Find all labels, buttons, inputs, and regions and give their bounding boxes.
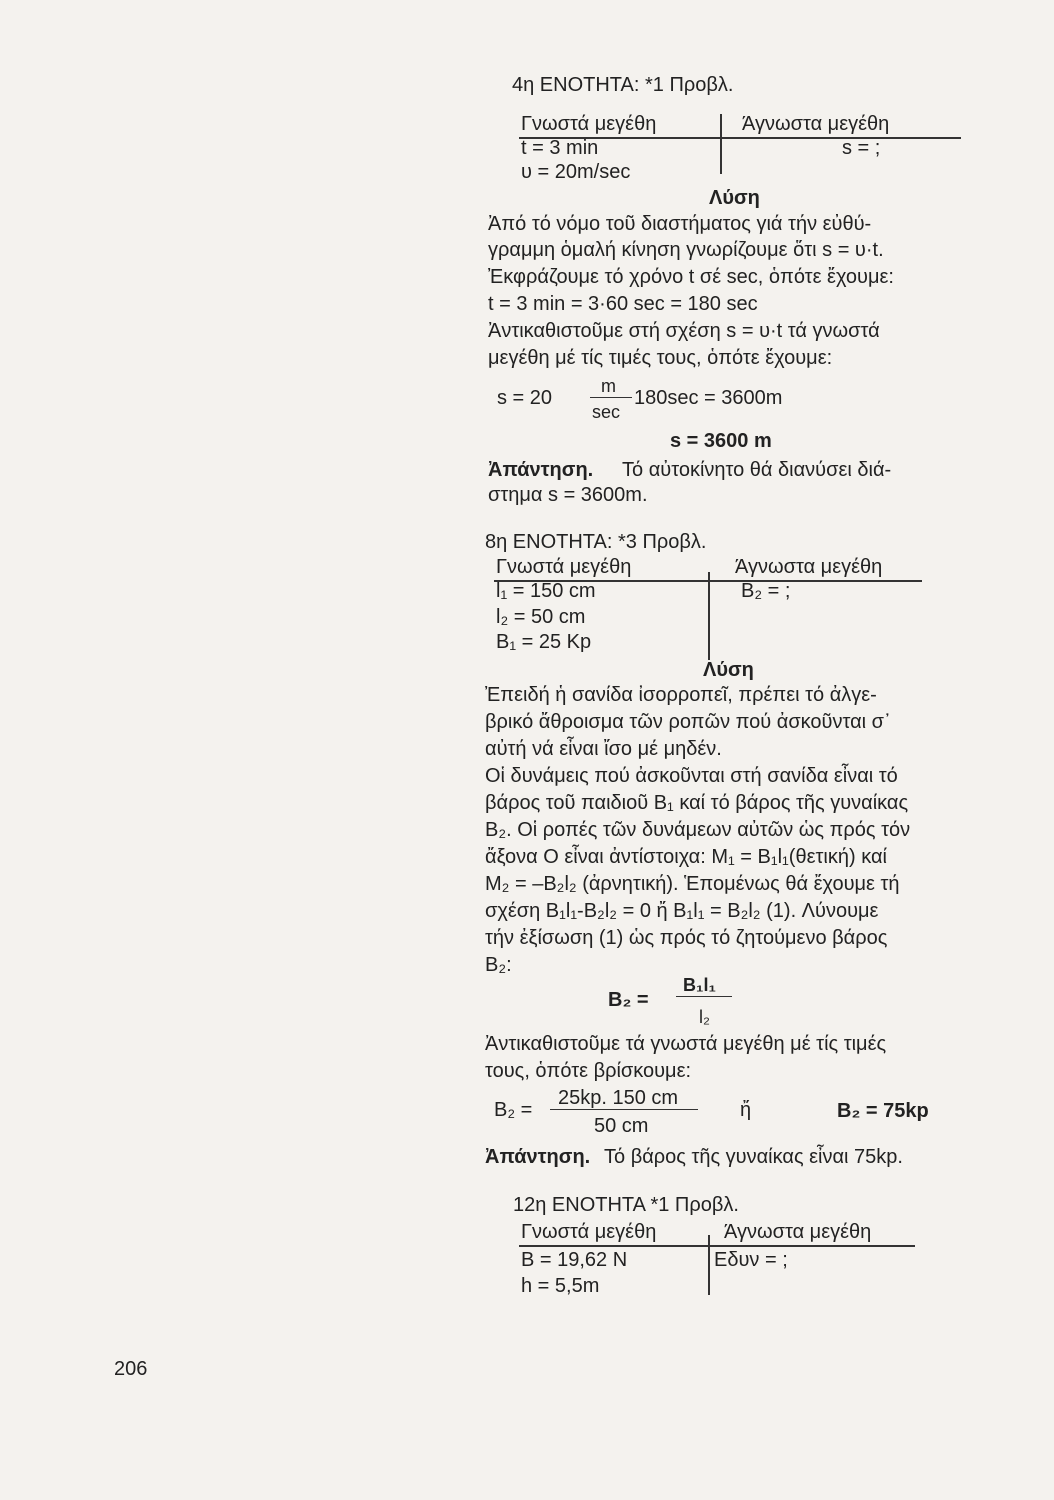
known-value: l₁ = 150 cm: [496, 580, 596, 602]
solution-title: Λύση: [703, 659, 754, 681]
answer-label: Ἀπάντηση.: [488, 459, 594, 481]
fraction-bar: [550, 1109, 698, 1110]
known-value: l₂ = 50 cm: [496, 606, 586, 628]
known-value: t = 3 min: [521, 137, 599, 159]
text-line: τους, ὁπότε βρίσκουμε:: [485, 1060, 692, 1082]
known-header: Γνωστά μεγέθη: [521, 1221, 657, 1243]
equation-right: 180sec = 3600m: [634, 387, 783, 409]
known-value: υ = 20m/sec: [521, 161, 631, 183]
unknown-value: Eδυν = ;: [714, 1249, 788, 1271]
page-number: 206: [114, 1358, 148, 1380]
text-line: Ἐπειδή ἡ σανίδα ἰσορροπεῖ, πρέπει τό ἀλγε-: [485, 684, 877, 706]
known-header: Γνωστά μεγέθη: [521, 113, 657, 135]
result: s = 3600 m: [670, 430, 772, 452]
text-line: t = 3 min = 3·60 sec = 180 sec: [488, 293, 758, 315]
fraction-numerator: m: [601, 376, 616, 396]
answer-label: Ἀπάντηση.: [485, 1146, 591, 1168]
equation-left: B₂ =: [494, 1099, 533, 1121]
text-line: αὐτή νά εἶναι ἴσο μέ μηδέν.: [485, 738, 722, 760]
text-line: B₂. Οἱ ροπές τῶν δυνάμεων αὐτῶν ὡς πρός τόν: [485, 819, 911, 841]
text-line: γραμμη ὁμαλή κίνηση γνωρίζουμε ὅτι s = υ·t.: [488, 239, 884, 261]
unknown-value: B₂ = ;: [741, 580, 791, 602]
text-line: Ἐκφράζουμε τό χρόνο t σέ sec, ὁπότε ἔχουμε:: [488, 266, 894, 288]
solution-title: Λύση: [709, 187, 760, 209]
text-line: Οἱ δυνάμεις πού ἀσκοῦνται στή σανίδα εἶναι τό: [485, 765, 898, 787]
text-line: B₂:: [485, 954, 512, 976]
known-header: Γνωστά μεγέθη: [496, 556, 632, 578]
fraction-bar: [676, 996, 732, 997]
unknown-value: s = ;: [842, 137, 881, 159]
text-line: σχέση B₁l₁-B₂l₂ = 0 ἤ B₁l₁ = B₂l₂ (1). Λύνουμε: [485, 900, 879, 922]
table-rule: [519, 1245, 915, 1247]
fraction-bar: [590, 397, 632, 398]
text-line: Ἀντικαθιστοῦμε στή σχέση s = υ·t τά γνωστά: [488, 320, 880, 342]
text-line: M₂ = –B₂l₂ (ἀρνητική). Ἑπομένως θά ἔχουμε τή: [485, 873, 900, 895]
section-8-heading: 8η ΕΝΟΤΗΤΑ: *3 Προβλ.: [485, 531, 707, 553]
equation-left: B₂ =: [608, 989, 649, 1011]
table-divider: [720, 114, 722, 174]
section-4-heading: 4η ΕΝΟΤΗΤΑ: *1 Προβλ.: [512, 74, 734, 96]
known-value: h = 5,5m: [521, 1275, 600, 1297]
text-line: Ἀντικαθιστοῦμε τά γνωστά μεγέθη μέ τίς τιμές: [485, 1033, 887, 1055]
text-line: ἄξονα Ο εἶναι ἀντίστοιχα: M₁ = B₁l₁(θετική) καί: [485, 846, 887, 868]
fraction-numerator: B₁l₁: [683, 975, 716, 995]
result: B₂ = 75kp: [837, 1100, 929, 1122]
text-line: τήν ἐξίσωση (1) ὡς πρός τό ζητούμενο βάρος: [485, 927, 888, 949]
known-value: B = 19,62 N: [521, 1249, 628, 1271]
table-divider: [708, 1235, 710, 1295]
text-line: βρικό ἄθροισμα τῶν ροπῶν πού ἀσκοῦνται σ᾽: [485, 711, 891, 733]
answer-text: στημα s = 3600m.: [488, 484, 648, 506]
fraction-numerator: 25kp. 150 cm: [558, 1087, 679, 1109]
unknown-header: Άγνωστα μεγέθη: [742, 113, 890, 135]
known-value: B₁ = 25 Kp: [496, 631, 592, 653]
text-line: Ἀπό τό νόμο τοῦ διαστήματος γιά τήν εὐθύ-: [488, 213, 872, 235]
answer-text: Τό αὐτοκίνητο θά διανύσει διά-: [622, 459, 892, 481]
text-line: μεγέθη μέ τίς τιμές τους, ὁπότε ἔχουμε:: [488, 347, 833, 369]
or-word: ἤ: [740, 1099, 752, 1121]
fraction-denominator: 50 cm: [594, 1115, 649, 1137]
equation-left: s = 20: [497, 387, 553, 409]
section-12-heading: 12η ΕΝΟΤΗΤΑ *1 Προβλ.: [513, 1194, 739, 1216]
text-line: βάρος τοῦ παιδιοῦ B₁ καί τό βάρος τῆς γυναίκας: [485, 792, 909, 814]
unknown-header: Άγνωστα μεγέθη: [735, 556, 883, 578]
table-divider: [708, 572, 710, 660]
fraction-denominator: l₂: [699, 1007, 710, 1027]
unknown-header: Άγνωστα μεγέθη: [724, 1221, 872, 1243]
answer-text: Τό βάρος τῆς γυναίκας εἶναι 75kp.: [604, 1146, 903, 1168]
fraction-denominator: sec: [592, 402, 621, 422]
